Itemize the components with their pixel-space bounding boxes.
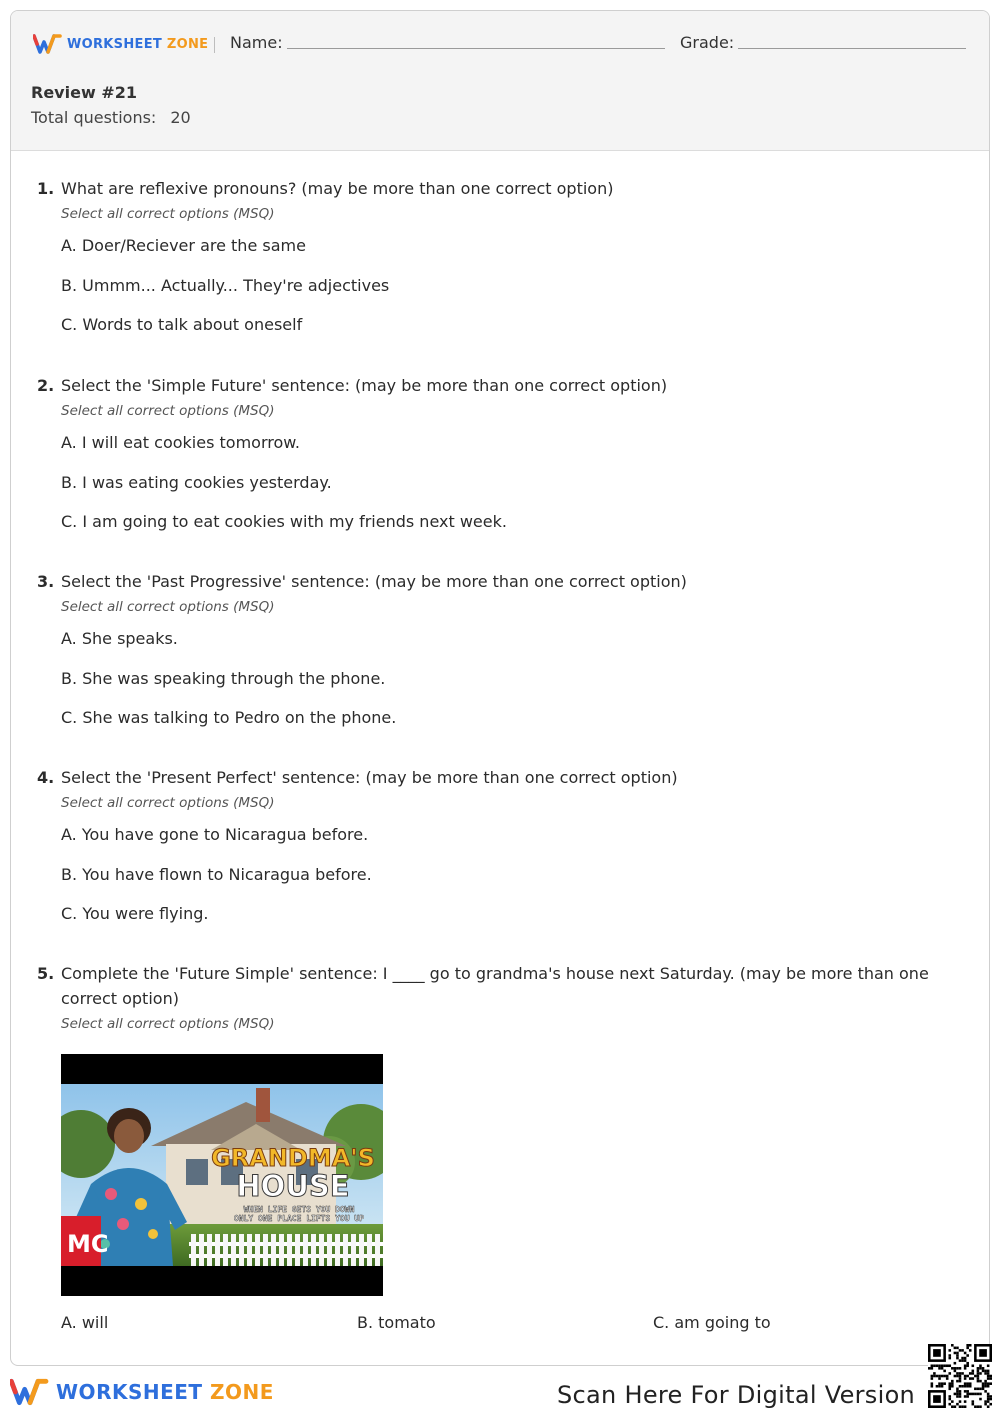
- grade-field[interactable]: [738, 48, 966, 49]
- brand-logo-footer: [10, 1377, 274, 1407]
- question-5: [37, 961, 957, 1032]
- question-hint: Select all correct options (MSQ): [61, 403, 275, 419]
- brand-word-2: ZONE: [166, 36, 209, 52]
- name-field[interactable]: [287, 48, 665, 49]
- brand-word-1: WORKSHEET: [56, 1380, 203, 1404]
- option-b[interactable]: B. Ummm... Actually... They're adjectives: [61, 275, 390, 295]
- review-title: Review #21: [31, 83, 137, 102]
- worksheet-sheet: [10, 10, 990, 1366]
- option-c[interactable]: C. am going to: [653, 1313, 771, 1332]
- question-hint: Select all correct options (MSQ): [61, 1016, 275, 1032]
- question-hint: Select all correct options (MSQ): [61, 795, 275, 811]
- question-number: 5.: [37, 964, 55, 983]
- worksheetzone-logo-icon: [33, 33, 63, 55]
- brand-word-2: ZONE: [210, 1380, 274, 1404]
- brand-name: [67, 37, 208, 52]
- question-text: Select the 'Present Perfect' sentence: (may be more than one correct option): [61, 768, 678, 787]
- question-number: 2.: [37, 376, 55, 395]
- question-text: Complete the 'Future Simple' sentence: I ____ go to grandma's house next Saturday. (may be more than one correct option): [61, 964, 929, 1008]
- question-number: 4.: [37, 768, 55, 787]
- question-1: [37, 176, 957, 353]
- option-a[interactable]: A. She speaks.: [61, 629, 178, 648]
- question-number: 3.: [37, 572, 55, 591]
- option-a[interactable]: A. will: [61, 1313, 109, 1332]
- question-text: Select the 'Past Progressive' sentence: (may be more than one correct option): [61, 572, 687, 591]
- qr-code-icon: [928, 1344, 992, 1408]
- question-text: Select the 'Simple Future' sentence: (may be more than one correct option): [61, 376, 668, 395]
- question-4: [37, 765, 957, 942]
- option-a[interactable]: A. I will eat cookies tomorrow.: [61, 433, 300, 452]
- poster-title-line-2: HOUSE: [236, 1169, 350, 1203]
- option-c[interactable]: C. You were flying.: [61, 904, 209, 923]
- option-b[interactable]: B. tomato: [357, 1313, 436, 1332]
- question-hint: Select all correct options (MSQ): [61, 599, 275, 615]
- header-divider: [214, 37, 215, 53]
- question-5-image: [61, 1054, 383, 1296]
- option-c[interactable]: C. I am going to eat cookies with my friends next week.: [61, 512, 507, 531]
- poster-illustration: [61, 1084, 383, 1266]
- qr-code[interactable]: [928, 1344, 992, 1408]
- name-label: Name:: [230, 33, 283, 52]
- question-hint: Select all correct options (MSQ): [61, 206, 275, 222]
- scan-instruction: Scan Here For Digital Version: [557, 1381, 916, 1409]
- question-2: [37, 373, 957, 550]
- poster-title-line-1: GRANDMA'S: [211, 1144, 375, 1172]
- total-label: Total questions:: [31, 108, 157, 127]
- movie-poster: [61, 1084, 383, 1266]
- option-a[interactable]: A. Doer/Reciever are the same: [61, 236, 306, 255]
- question-3: [37, 569, 957, 746]
- option-b[interactable]: B. You have flown to Nicaragua before.: [61, 864, 372, 884]
- option-b[interactable]: B. I was eating cookies yesterday.: [61, 472, 332, 492]
- question-number: 1.: [37, 179, 55, 198]
- total-count: 20: [170, 108, 191, 127]
- brand-name: [56, 1380, 274, 1404]
- option-c[interactable]: C. Words to talk about oneself: [61, 315, 303, 334]
- question-text: What are reflexive pronouns? (may be more than one correct option): [61, 179, 614, 198]
- grade-label: Grade:: [680, 33, 735, 52]
- poster-tagline-line-2: ONLY ONE PLACE LIFTS YOU UP: [233, 1214, 365, 1223]
- total-questions: [31, 108, 191, 127]
- poster-tagline-line-1: WHEN LIFE GETS YOU DOWN: [243, 1205, 355, 1214]
- brand-word-1: WORKSHEET: [67, 36, 163, 52]
- option-a[interactable]: A. You have gone to Nicaragua before.: [61, 825, 369, 844]
- poster-logo: MC: [67, 1230, 109, 1258]
- option-c[interactable]: C. She was talking to Pedro on the phone.: [61, 708, 397, 727]
- worksheet-header: [11, 11, 989, 151]
- worksheetzone-logo-icon: [10, 1377, 50, 1407]
- option-b[interactable]: B. She was speaking through the phone.: [61, 668, 386, 688]
- brand-logo-header: [33, 33, 208, 55]
